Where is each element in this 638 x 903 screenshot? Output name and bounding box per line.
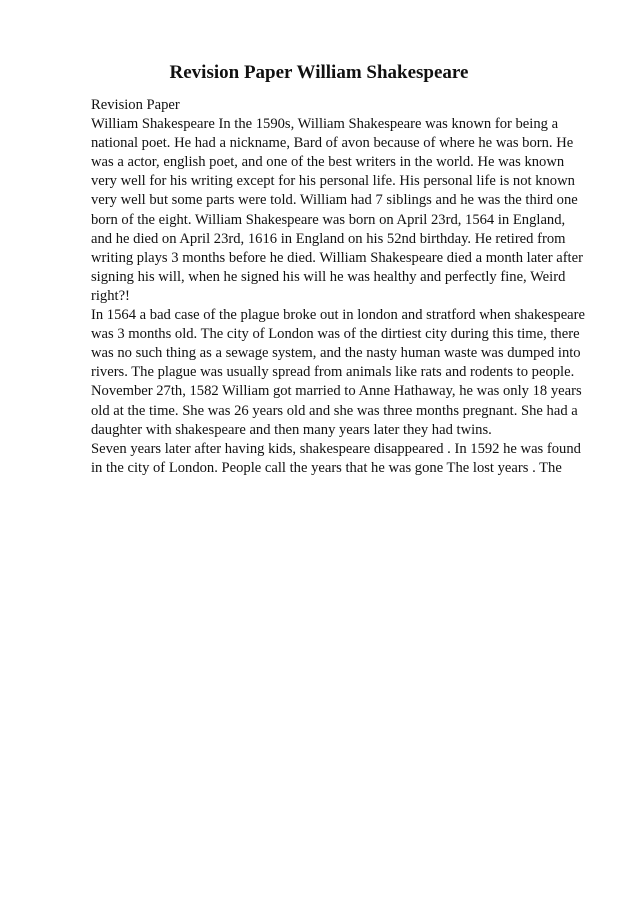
text-line: and he died on April 23rd, 1616 in England on his 52nd birthday. He retired from — [91, 230, 566, 247]
text-line: In 1564 a bad case of the plague broke out in london and stratford when shakespeare — [91, 307, 585, 324]
text-line: rivers. The plague was usually spread from animals like rats and rodents to people. — [91, 364, 575, 381]
text-line: Revision Paper — [91, 97, 180, 113]
text-line: in the city of London. People call the years that he was gone The lost years . The — [91, 459, 562, 476]
text-line: November 27th, 1582 William got married to Anne Hathaway, he was only 18 years — [91, 383, 582, 400]
text-line: was no such thing as a sewage system, and the nasty human waste was dumped into — [91, 345, 581, 362]
text-line: writing plays 3 months before he died. William Shakespeare died a month later after — [91, 249, 583, 266]
text-line: born of the eight. William Shakespeare was born on April 23rd, 1564 in England, — [91, 211, 566, 228]
text-line: signing his will, when he signed his will he was healthy and perfectly fine, Weird — [91, 268, 566, 285]
text-line: very well but some parts were told. William had 7 siblings and he was the third one — [91, 192, 578, 209]
text-line: was a actor, english poet, and one of the best writers in the world. He was known — [91, 154, 565, 171]
text-line: old at the time. She was 26 years old and she was three months pregnant. She had a — [91, 402, 578, 419]
page-title: Revision Paper William Shakespeare — [169, 62, 469, 83]
text-line: national poet. He had a nickname, Bard of avon because of where he was born. He — [91, 135, 574, 152]
text-line: was 3 months old. The city of London was of the dirtiest city during this time, there — [91, 326, 580, 343]
text-line: right?! — [91, 287, 130, 304]
text-line: Seven years later after having kids, shakespeare disappeared . In 1592 he was found — [91, 440, 581, 457]
text-line: very well for his writing except for his personal life. His personal life is not known — [91, 173, 575, 190]
text-line: William Shakespeare In the 1590s, William Shakespeare was known for being a — [91, 116, 559, 133]
document-body — [91, 96, 591, 478]
text-line: daughter with shakespeare and then many years later they had twins. — [91, 421, 492, 438]
